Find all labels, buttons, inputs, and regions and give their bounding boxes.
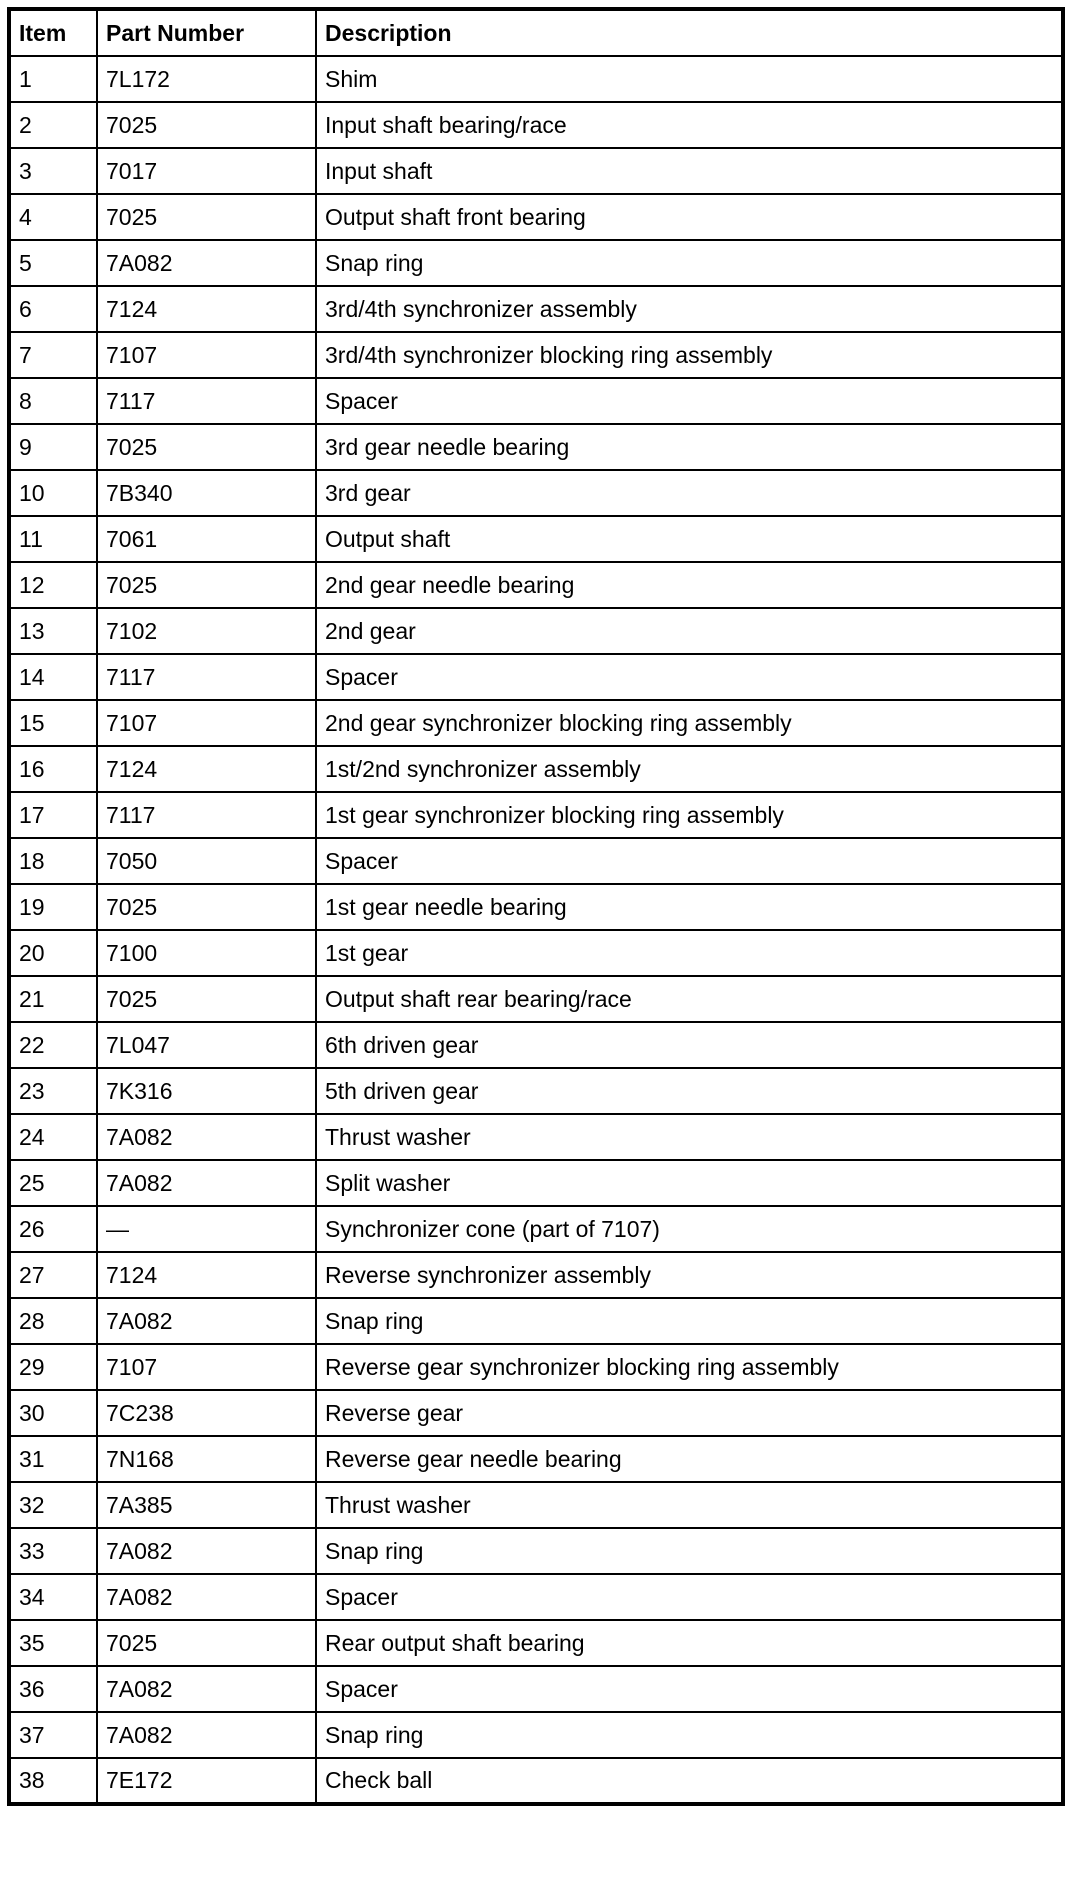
- table-row: [9, 1712, 1063, 1758]
- table-row: [9, 1114, 1063, 1160]
- table-header: [9, 9, 1063, 56]
- description-cell: Snap ring: [316, 1528, 1063, 1574]
- table-row: [9, 1620, 1063, 1666]
- table-row: [9, 1022, 1063, 1068]
- item-cell: 11: [9, 516, 97, 562]
- item-cell: 24: [9, 1114, 97, 1160]
- description-cell: 3rd gear: [316, 470, 1063, 516]
- item-cell: 27: [9, 1252, 97, 1298]
- description-cell: 3rd/4th synchronizer assembly: [316, 286, 1063, 332]
- table-row: [9, 1666, 1063, 1712]
- item-cell: 7: [9, 332, 97, 378]
- item-cell: 17: [9, 792, 97, 838]
- description-cell: 2nd gear: [316, 608, 1063, 654]
- part-number-cell: 7107: [97, 1344, 316, 1390]
- table-row: [9, 1574, 1063, 1620]
- item-cell: 37: [9, 1712, 97, 1758]
- part-number-cell: 7025: [97, 562, 316, 608]
- item-cell: 35: [9, 1620, 97, 1666]
- part-number-cell: 7L172: [97, 56, 316, 102]
- part-number-cell: 7025: [97, 976, 316, 1022]
- description-cell: Output shaft rear bearing/race: [316, 976, 1063, 1022]
- table-row: [9, 1252, 1063, 1298]
- table-row: [9, 516, 1063, 562]
- table-row: [9, 1436, 1063, 1482]
- description-cell: Shim: [316, 56, 1063, 102]
- item-cell: 29: [9, 1344, 97, 1390]
- description-cell: 5th driven gear: [316, 1068, 1063, 1114]
- table-row: [9, 148, 1063, 194]
- item-cell: 20: [9, 930, 97, 976]
- description-cell: Snap ring: [316, 240, 1063, 286]
- part-number-cell: 7100: [97, 930, 316, 976]
- part-number-cell: 7017: [97, 148, 316, 194]
- item-cell: 3: [9, 148, 97, 194]
- part-number-cell: 7107: [97, 332, 316, 378]
- part-number-cell: 7A082: [97, 1528, 316, 1574]
- part-number-cell: 7A082: [97, 1114, 316, 1160]
- item-cell: 18: [9, 838, 97, 884]
- item-cell: 34: [9, 1574, 97, 1620]
- table-row: [9, 1160, 1063, 1206]
- description-cell: Output shaft front bearing: [316, 194, 1063, 240]
- item-cell: 1: [9, 56, 97, 102]
- description-cell: Thrust washer: [316, 1114, 1063, 1160]
- table-row: [9, 884, 1063, 930]
- item-cell: 4: [9, 194, 97, 240]
- part-number-cell: —: [97, 1206, 316, 1252]
- item-cell: 36: [9, 1666, 97, 1712]
- parts-table: [7, 7, 1065, 1806]
- item-cell: 23: [9, 1068, 97, 1114]
- description-cell: Spacer: [316, 654, 1063, 700]
- description-cell: 3rd gear needle bearing: [316, 424, 1063, 470]
- description-cell: 2nd gear needle bearing: [316, 562, 1063, 608]
- table-row: [9, 1758, 1063, 1804]
- description-cell: 1st/2nd synchronizer assembly: [316, 746, 1063, 792]
- header-description: Description: [316, 9, 1063, 56]
- description-cell: Reverse gear synchronizer blocking ring assembly: [316, 1344, 1063, 1390]
- description-cell: Reverse gear needle bearing: [316, 1436, 1063, 1482]
- part-number-cell: 7A082: [97, 1666, 316, 1712]
- table-row: [9, 1390, 1063, 1436]
- table-row: [9, 286, 1063, 332]
- part-number-cell: 7A082: [97, 1298, 316, 1344]
- part-number-cell: 7107: [97, 700, 316, 746]
- table-row: [9, 470, 1063, 516]
- description-cell: 1st gear: [316, 930, 1063, 976]
- part-number-cell: 7124: [97, 1252, 316, 1298]
- item-cell: 30: [9, 1390, 97, 1436]
- description-cell: Spacer: [316, 1666, 1063, 1712]
- table-row: [9, 1482, 1063, 1528]
- item-cell: 14: [9, 654, 97, 700]
- table-row: [9, 608, 1063, 654]
- table-row: [9, 1344, 1063, 1390]
- part-number-cell: 7A082: [97, 240, 316, 286]
- part-number-cell: 7025: [97, 194, 316, 240]
- item-cell: 31: [9, 1436, 97, 1482]
- part-number-cell: 7A385: [97, 1482, 316, 1528]
- description-cell: Rear output shaft bearing: [316, 1620, 1063, 1666]
- description-cell: Spacer: [316, 838, 1063, 884]
- table-row: [9, 930, 1063, 976]
- table-row: [9, 792, 1063, 838]
- description-cell: 1st gear needle bearing: [316, 884, 1063, 930]
- table-row: [9, 332, 1063, 378]
- part-number-cell: 7C238: [97, 1390, 316, 1436]
- description-cell: Synchronizer cone (part of 7107): [316, 1206, 1063, 1252]
- header-item: Item: [9, 9, 97, 56]
- part-number-cell: 7K316: [97, 1068, 316, 1114]
- item-cell: 33: [9, 1528, 97, 1574]
- table-body: [9, 56, 1063, 1804]
- description-cell: Input shaft: [316, 148, 1063, 194]
- part-number-cell: 7124: [97, 746, 316, 792]
- part-number-cell: 7124: [97, 286, 316, 332]
- table-row: [9, 976, 1063, 1022]
- description-cell: Check ball: [316, 1758, 1063, 1804]
- part-number-cell: 7102: [97, 608, 316, 654]
- description-cell: Output shaft: [316, 516, 1063, 562]
- part-number-cell: 7N168: [97, 1436, 316, 1482]
- part-number-cell: 7A082: [97, 1160, 316, 1206]
- item-cell: 38: [9, 1758, 97, 1804]
- item-cell: 22: [9, 1022, 97, 1068]
- table-row: [9, 700, 1063, 746]
- item-cell: 15: [9, 700, 97, 746]
- table-row: [9, 654, 1063, 700]
- item-cell: 10: [9, 470, 97, 516]
- table-row: [9, 378, 1063, 424]
- part-number-cell: 7050: [97, 838, 316, 884]
- table-row: [9, 838, 1063, 884]
- part-number-cell: 7117: [97, 378, 316, 424]
- part-number-cell: 7A082: [97, 1712, 316, 1758]
- table-row: [9, 746, 1063, 792]
- table-row: [9, 240, 1063, 286]
- part-number-cell: 7E172: [97, 1758, 316, 1804]
- part-number-cell: 7025: [97, 1620, 316, 1666]
- item-cell: 19: [9, 884, 97, 930]
- item-cell: 2: [9, 102, 97, 148]
- description-cell: Snap ring: [316, 1712, 1063, 1758]
- item-cell: 9: [9, 424, 97, 470]
- description-cell: 2nd gear synchronizer blocking ring assembly: [316, 700, 1063, 746]
- description-cell: Spacer: [316, 378, 1063, 424]
- table-row: [9, 1206, 1063, 1252]
- table-row: [9, 102, 1063, 148]
- item-cell: 5: [9, 240, 97, 286]
- item-cell: 21: [9, 976, 97, 1022]
- part-number-cell: 7061: [97, 516, 316, 562]
- table-row: [9, 56, 1063, 102]
- part-number-cell: 7117: [97, 654, 316, 700]
- table-row: [9, 1298, 1063, 1344]
- part-number-cell: 7025: [97, 424, 316, 470]
- description-cell: 1st gear synchronizer blocking ring assembly: [316, 792, 1063, 838]
- item-cell: 13: [9, 608, 97, 654]
- part-number-cell: 7B340: [97, 470, 316, 516]
- description-cell: Input shaft bearing/race: [316, 102, 1063, 148]
- item-cell: 25: [9, 1160, 97, 1206]
- description-cell: 3rd/4th synchronizer blocking ring assembly: [316, 332, 1063, 378]
- item-cell: 6: [9, 286, 97, 332]
- item-cell: 26: [9, 1206, 97, 1252]
- description-cell: Reverse gear: [316, 1390, 1063, 1436]
- part-number-cell: 7L047: [97, 1022, 316, 1068]
- part-number-cell: 7025: [97, 102, 316, 148]
- part-number-cell: 7025: [97, 884, 316, 930]
- item-cell: 8: [9, 378, 97, 424]
- description-cell: Snap ring: [316, 1298, 1063, 1344]
- table-row: [9, 1068, 1063, 1114]
- description-cell: Spacer: [316, 1574, 1063, 1620]
- item-cell: 12: [9, 562, 97, 608]
- item-cell: 16: [9, 746, 97, 792]
- table-row: [9, 424, 1063, 470]
- part-number-cell: 7117: [97, 792, 316, 838]
- table-row: [9, 1528, 1063, 1574]
- description-cell: Thrust washer: [316, 1482, 1063, 1528]
- description-cell: 6th driven gear: [316, 1022, 1063, 1068]
- part-number-cell: 7A082: [97, 1574, 316, 1620]
- description-cell: Reverse synchronizer assembly: [316, 1252, 1063, 1298]
- header-row: [9, 9, 1063, 56]
- table-row: [9, 194, 1063, 240]
- table-row: [9, 562, 1063, 608]
- description-cell: Split washer: [316, 1160, 1063, 1206]
- item-cell: 32: [9, 1482, 97, 1528]
- header-part-number: Part Number: [97, 9, 316, 56]
- item-cell: 28: [9, 1298, 97, 1344]
